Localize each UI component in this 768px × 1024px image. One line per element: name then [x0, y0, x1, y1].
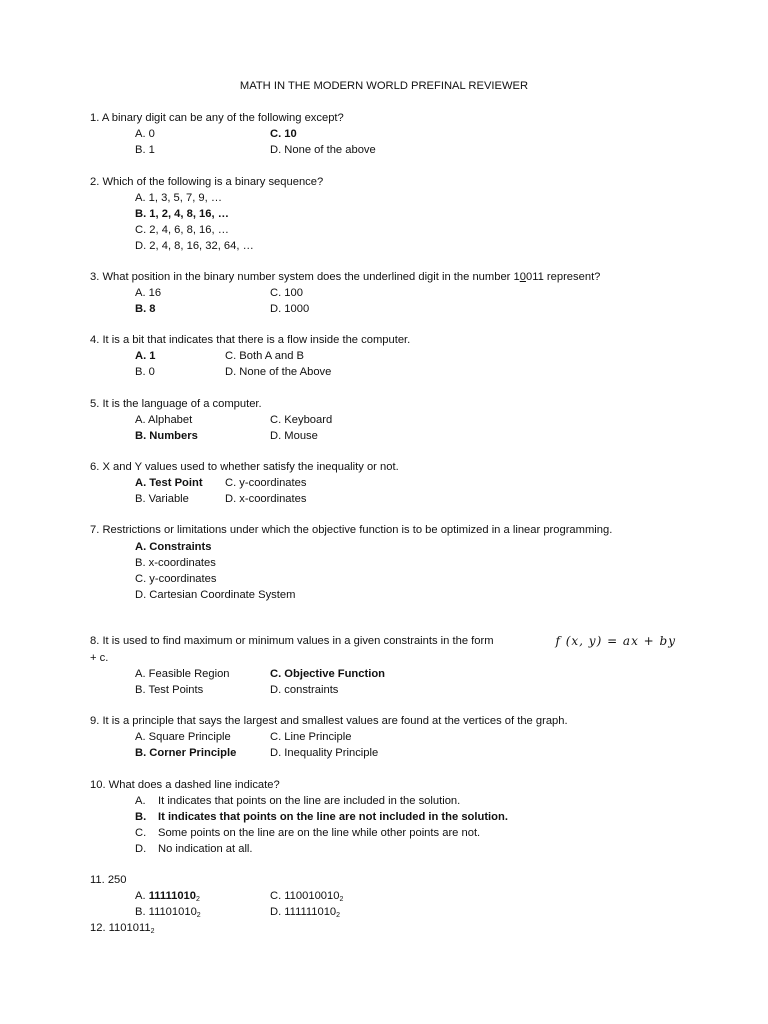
stem-text: 12. 1101011 — [90, 922, 151, 934]
option-b: B. 1, 2, 4, 8, 16, … — [135, 208, 229, 220]
stem-text: 8. It is used to find maximum or minimum values in a given constraints in the form — [90, 635, 494, 647]
question-7 — [90, 522, 676, 603]
option-b: B. Numbers — [135, 430, 198, 442]
option-value: 11111010 — [148, 890, 196, 902]
option-c: C. Objective Function — [270, 668, 385, 680]
option-value: D. 111111010 — [270, 906, 337, 918]
option-a: A. Constraints — [135, 541, 212, 553]
option-b: B. 8 — [135, 303, 156, 315]
question-1 — [90, 110, 676, 158]
question-stem: 4. It is a bit that indicates that there is a flow inside the computer. — [90, 334, 411, 346]
base-subscript: 2 — [339, 896, 344, 903]
option-c: C. 100 — [270, 287, 303, 299]
question-stem: 1. A binary digit can be any of the following except? — [90, 112, 344, 124]
question-6 — [90, 459, 676, 507]
question-stem: 9. It is a principle that says the largest and smallest values are found at the vertices of the graph. — [90, 715, 568, 727]
base-subscript: 2 — [196, 912, 201, 919]
question-9 — [90, 713, 676, 761]
option-a: A. 0 — [135, 128, 155, 140]
underlined-digit: 0 — [519, 271, 526, 283]
option-c: C. Keyboard — [270, 414, 333, 426]
option-a — [135, 793, 676, 809]
option-d: D. Cartesian Coordinate System — [135, 589, 296, 601]
stem-text: 3. What position in the binary number system does the underlined digit in the number 1 — [90, 271, 520, 283]
option-b — [135, 809, 676, 825]
option-a: A. Square Principle — [135, 731, 231, 743]
document-title: MATH IN THE MODERN WORLD PREFINAL REVIEWER — [239, 80, 529, 92]
option-c: C. y-coordinates — [225, 477, 307, 489]
option-c — [135, 825, 676, 841]
option-letter: A. — [135, 890, 149, 902]
question-stem: 10. What does a dashed line indicate? — [90, 779, 280, 791]
option-b: B. 0 — [135, 366, 155, 378]
option-text: No indication at all. — [158, 843, 253, 855]
option-letter: B. — [135, 811, 147, 823]
option-a: A. Feasible Region — [135, 668, 230, 680]
option-a: A. 1 — [135, 350, 156, 362]
option-c — [270, 888, 343, 904]
question-stem: 2. Which of the following is a binary sequence? — [90, 176, 324, 188]
question-3 — [90, 269, 676, 317]
option-text: It indicates that points on the line are included in the solution. — [158, 795, 461, 807]
question-5 — [90, 396, 676, 444]
question-10 — [90, 777, 676, 857]
question-stem — [90, 920, 676, 936]
option-c: C. 2, 4, 6, 8, 16, … — [135, 224, 229, 236]
option-d: D. constraints — [270, 684, 339, 696]
option-a: A. Alphabet — [135, 414, 193, 426]
option-a: A. 1, 3, 5, 7, 9, … — [135, 192, 223, 204]
option-a: A. 16 — [135, 287, 162, 299]
option-d — [135, 841, 676, 857]
option-d: D. 2, 4, 8, 16, 32, 64, … — [135, 240, 254, 252]
option-d: D. 1000 — [270, 303, 310, 315]
option-letter: C. — [135, 827, 147, 839]
option-d — [270, 904, 340, 920]
option-d: D. Mouse — [270, 430, 318, 442]
option-d: D. Inequality Principle — [270, 747, 379, 759]
option-b: B. x-coordinates — [135, 557, 216, 569]
question-4 — [90, 332, 676, 380]
option-value: C. 110010010 — [270, 890, 340, 902]
option-text: Some points on the line are on the line while other points are not. — [158, 827, 481, 839]
question-stem — [90, 269, 676, 285]
option-b: B. 1 — [135, 144, 155, 156]
option-b: B. Variable — [135, 493, 189, 505]
option-c: C. Line Principle — [270, 731, 352, 743]
option-letter: D. — [135, 843, 147, 855]
option-b: B. Corner Principle — [135, 747, 237, 759]
question-stem: 5. It is the language of a computer. — [90, 398, 262, 410]
option-a — [135, 888, 200, 904]
option-d: D. None of the above — [270, 144, 376, 156]
base-subscript: 2 — [150, 928, 155, 935]
option-c: C. Both A and B — [225, 350, 304, 362]
option-d: D. x-coordinates — [225, 493, 307, 505]
base-subscript: 2 — [336, 912, 341, 919]
option-b: B. Test Points — [135, 684, 204, 696]
option-text: It indicates that points on the line are not included in the solution. — [158, 811, 508, 823]
question-stem: 6. X and Y values used to whether satisfy the inequality or not. — [90, 461, 399, 473]
question-stem — [90, 633, 676, 650]
question-stem: 7. Restrictions or limitations under which the objective function is to be optimized in a linear programming. — [90, 524, 613, 536]
option-a: A. Test Point — [135, 477, 203, 489]
option-letter: A. — [135, 795, 146, 807]
base-subscript: 2 — [196, 896, 200, 903]
question-2 — [90, 174, 676, 254]
stem-continuation: + c. — [90, 652, 109, 664]
option-value: B. 11101010 — [135, 906, 197, 918]
question-12 — [90, 920, 676, 936]
question-stem: 11. 250 — [90, 874, 127, 886]
option-c: C. y-coordinates — [135, 573, 217, 585]
option-c: C. 10 — [270, 128, 297, 140]
option-d: D. None of the Above — [225, 366, 332, 378]
stem-text: 011 represent? — [525, 271, 601, 283]
question-11 — [90, 872, 676, 920]
formula: f (x, y) = ax + by — [555, 634, 676, 648]
question-8 — [90, 633, 676, 698]
option-b — [135, 904, 201, 920]
